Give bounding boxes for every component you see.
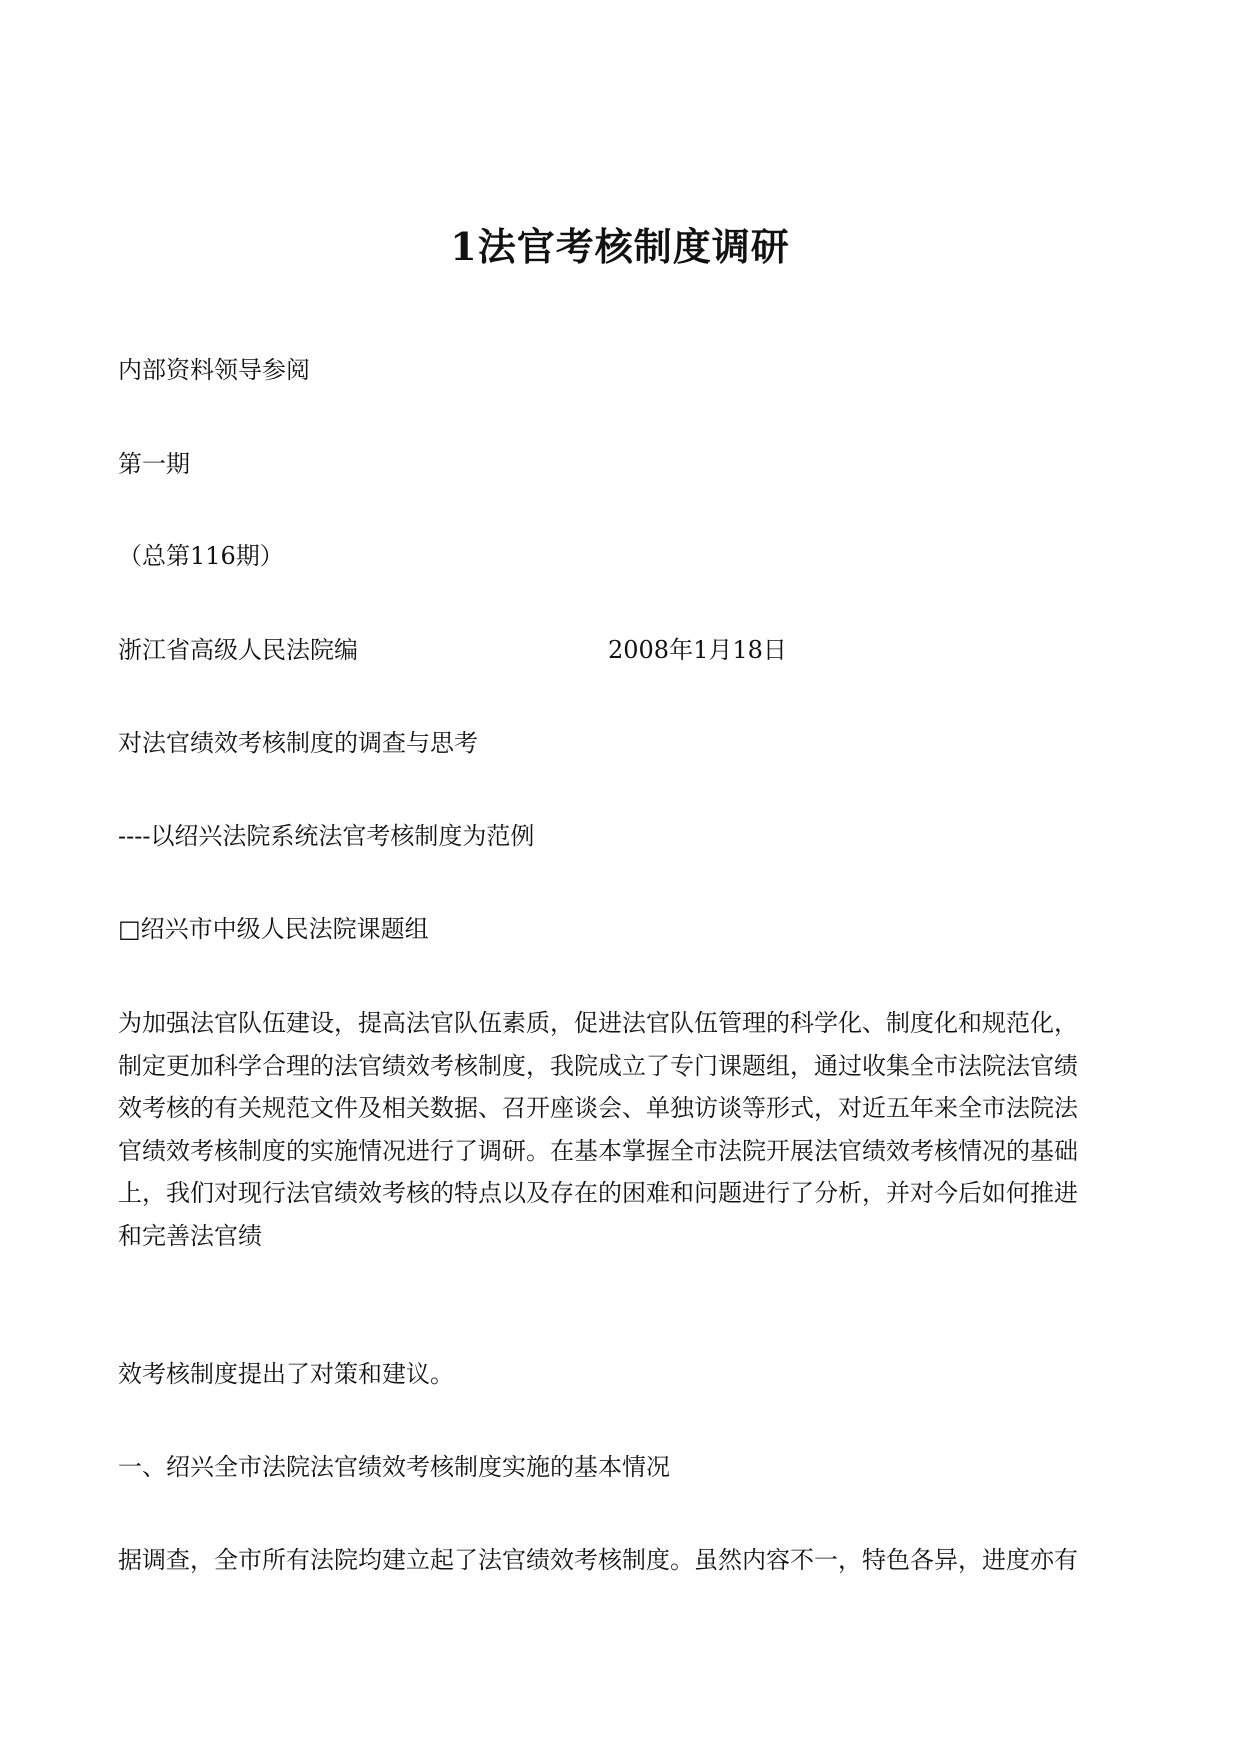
intro-continuation: 效考核制度提出了对策和建议。 [118, 1360, 454, 1388]
paragraph-line: 制定更加科学合理的法官绩效考核制度，我院成立了专门课题组，通过收集全市法院法官绩 [118, 1051, 1078, 1080]
paragraph-line: 为加强法官队伍建设，提高法官队伍素质，促进法官队伍管理的科学化、制度化和规范化， [118, 1009, 1078, 1037]
document-title: 1法官考核制度调研 [450, 224, 790, 269]
internal-reference-label: 内部资料领导参阅 [118, 356, 310, 384]
article-title: 对法官绩效考核制度的调查与思考 [118, 729, 478, 757]
section-first-line: 据调查，全市所有法院均建立起了法官绩效考核制度。虽然内容不一，特色各异，进度亦有 [118, 1546, 1078, 1574]
intro-paragraph [118, 1002, 1130, 1257]
paragraph-line: 效考核的有关规范文件及相关数据、召开座谈会、单独访谈等形式，对近五年来全市法院法 [118, 1094, 1078, 1122]
publisher: 浙江省高级人民法院编 [118, 636, 358, 664]
section-heading: 一、绍兴全市法院法官绩效考核制度实施的基本情况 [118, 1453, 670, 1481]
publish-date: 2008年1月18日 [608, 636, 787, 664]
paragraph-line: 上，我们对现行法官绩效考核的特点以及存在的困难和问题进行了分析，并对今后如何推进 [118, 1179, 1078, 1207]
article-subtitle: ----以绍兴法院系统法官考核制度为范例 [118, 822, 535, 850]
paragraph-line: 官绩效考核制度的实施情况进行了调研。在基本掌握全市法院开展法官绩效考核情况的基础 [118, 1136, 1078, 1165]
total-issue-number: （总第116期） [118, 542, 284, 570]
author-line: □绍兴市中级人民法院课题组 [118, 915, 429, 943]
issue-number: 第一期 [118, 450, 190, 478]
paragraph-line: 和完善法官绩 [118, 1221, 262, 1250]
